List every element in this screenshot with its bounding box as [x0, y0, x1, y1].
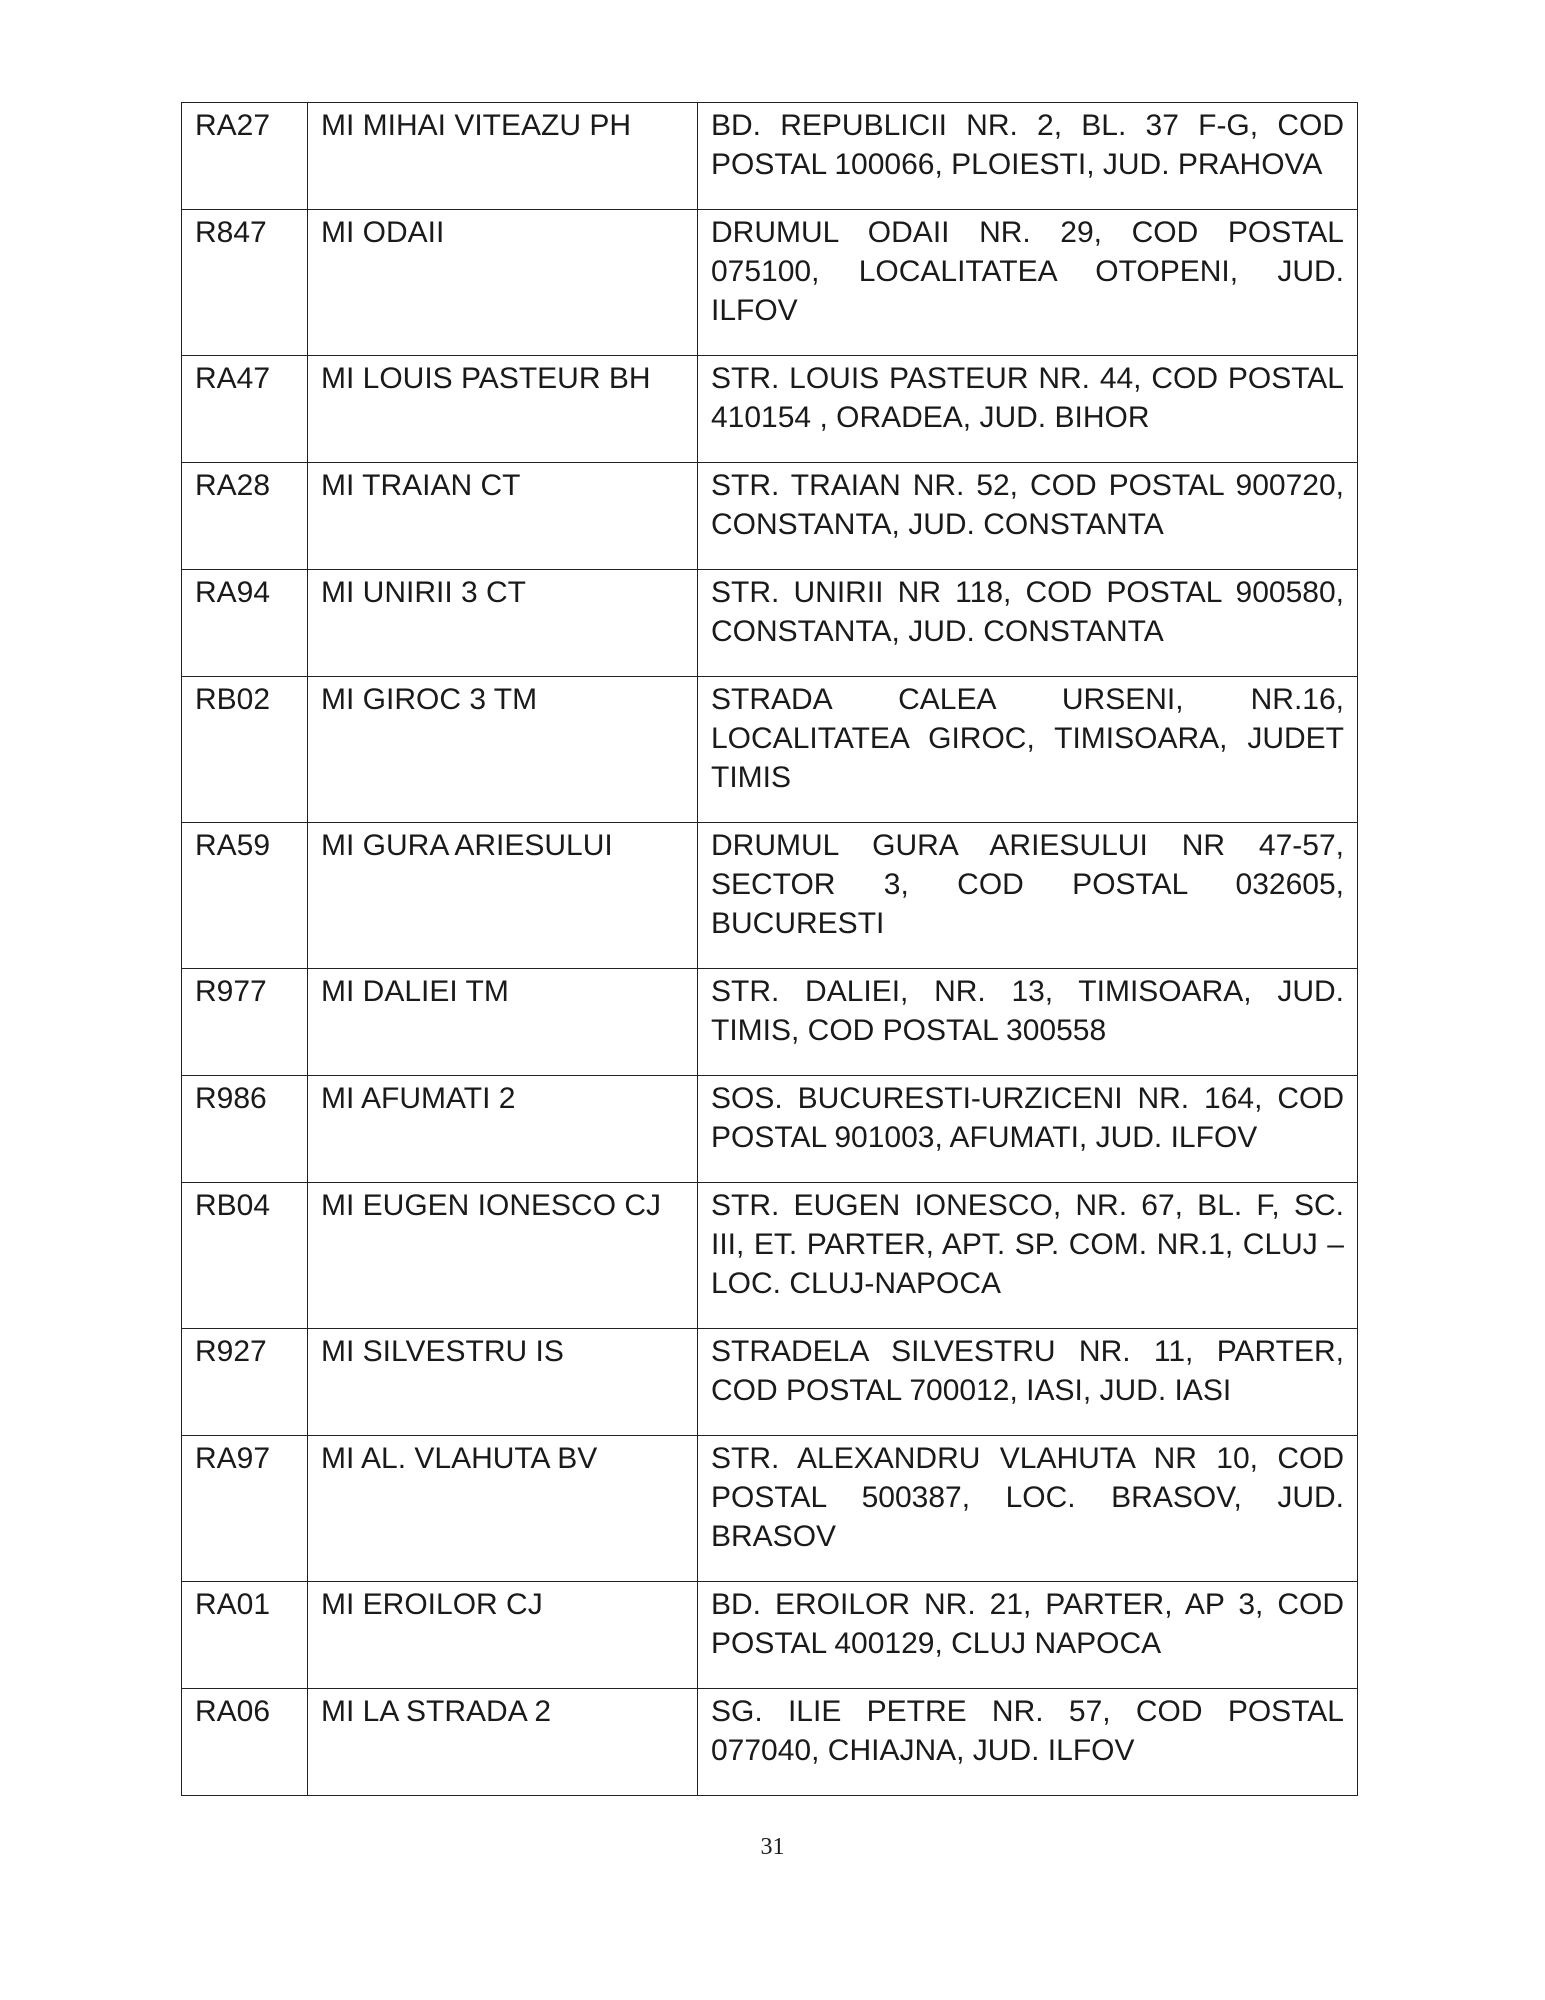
store-name-cell: MI EROILOR CJ	[308, 1582, 698, 1689]
store-name-cell: MI EUGEN IONESCO CJ	[308, 1183, 698, 1329]
store-name-cell: MI AFUMATI 2	[308, 1076, 698, 1183]
store-address-cell: STR. EUGEN IONESCO, NR. 67, BL. F, SC. III, ET. PARTER, APT. SP. COM. NR.1, CLUJ – LOC. CLUJ-NAPOCA	[698, 1183, 1358, 1329]
store-name-cell: MI DALIEI TM	[308, 969, 698, 1076]
store-name-cell: MI LA STRADA 2	[308, 1689, 698, 1796]
table-row	[182, 1582, 1358, 1689]
table-row	[182, 823, 1358, 969]
store-address-cell: STRADELA SILVESTRU NR. 11, PARTER, COD POSTAL 700012, IASI, JUD. IASI	[698, 1329, 1358, 1436]
table-row	[182, 1329, 1358, 1436]
store-address-cell: STR. ALEXANDRU VLAHUTA NR 10, COD POSTAL 500387, LOC. BRASOV, JUD. BRASOV	[698, 1436, 1358, 1582]
table-row	[182, 1689, 1358, 1796]
table-row	[182, 677, 1358, 823]
store-address-cell: SOS. BUCURESTI-URZICENI NR. 164, COD POSTAL 901003, AFUMATI, JUD. ILFOV	[698, 1076, 1358, 1183]
store-address-cell: STR. DALIEI, NR. 13, TIMISOARA, JUD. TIMIS, COD POSTAL 300558	[698, 969, 1358, 1076]
store-code-cell: R986	[182, 1076, 308, 1183]
store-code-cell: R847	[182, 210, 308, 356]
store-code-cell: RA97	[182, 1436, 308, 1582]
store-code-cell: RA28	[182, 463, 308, 570]
store-address-cell: STR. TRAIAN NR. 52, COD POSTAL 900720, CONSTANTA, JUD. CONSTANTA	[698, 463, 1358, 570]
store-code-cell: RA27	[182, 103, 308, 210]
store-address-cell: STR. UNIRII NR 118, COD POSTAL 900580, CONSTANTA, JUD. CONSTANTA	[698, 570, 1358, 677]
store-address-cell: STR. LOUIS PASTEUR NR. 44, COD POSTAL 410154 , ORADEA, JUD. BIHOR	[698, 356, 1358, 463]
store-code-cell: RA94	[182, 570, 308, 677]
store-address-cell: DRUMUL ODAII NR. 29, COD POSTAL 075100, LOCALITATEA OTOPENI, JUD. ILFOV	[698, 210, 1358, 356]
store-address-cell: BD. REPUBLICII NR. 2, BL. 37 F-G, COD POSTAL 100066, PLOIESTI, JUD. PRAHOVA	[698, 103, 1358, 210]
store-address-table	[181, 102, 1358, 1796]
store-name-cell: MI GURA ARIESULUI	[308, 823, 698, 969]
table-row	[182, 1183, 1358, 1329]
store-name-cell: MI AL. VLAHUTA BV	[308, 1436, 698, 1582]
table-row	[182, 103, 1358, 210]
store-code-cell: RA06	[182, 1689, 308, 1796]
store-address-cell: BD. EROILOR NR. 21, PARTER, AP 3, COD POSTAL 400129, CLUJ NAPOCA	[698, 1582, 1358, 1689]
table-row	[182, 210, 1358, 356]
store-address-cell: DRUMUL GURA ARIESULUI NR 47-57, SECTOR 3, COD POSTAL 032605, BUCURESTI	[698, 823, 1358, 969]
table-body	[182, 103, 1358, 1796]
store-name-cell: MI ODAII	[308, 210, 698, 356]
store-name-cell: MI SILVESTRU IS	[308, 1329, 698, 1436]
store-code-cell: R977	[182, 969, 308, 1076]
store-address-cell: SG. ILIE PETRE NR. 57, COD POSTAL 077040, CHIAJNA, JUD. ILFOV	[698, 1689, 1358, 1796]
table-row	[182, 969, 1358, 1076]
table-row	[182, 463, 1358, 570]
store-code-cell: RB02	[182, 677, 308, 823]
table-row	[182, 570, 1358, 677]
store-code-cell: RA47	[182, 356, 308, 463]
store-name-cell: MI LOUIS PASTEUR BH	[308, 356, 698, 463]
store-code-cell: RB04	[182, 1183, 308, 1329]
store-address-cell: STRADA CALEA URSENI, NR.16, LOCALITATEA GIROC, TIMISOARA, JUDET TIMIS	[698, 677, 1358, 823]
page-number: 31	[760, 1834, 785, 1860]
store-code-cell: R927	[182, 1329, 308, 1436]
store-name-cell: MI TRAIAN CT	[308, 463, 698, 570]
store-name-cell: MI GIROC 3 TM	[308, 677, 698, 823]
table-row	[182, 1436, 1358, 1582]
store-name-cell: MI MIHAI VITEAZU PH	[308, 103, 698, 210]
store-code-cell: RA01	[182, 1582, 308, 1689]
store-code-cell: RA59	[182, 823, 308, 969]
store-name-cell: MI UNIRII 3 CT	[308, 570, 698, 677]
table-row	[182, 1076, 1358, 1183]
table-row	[182, 356, 1358, 463]
